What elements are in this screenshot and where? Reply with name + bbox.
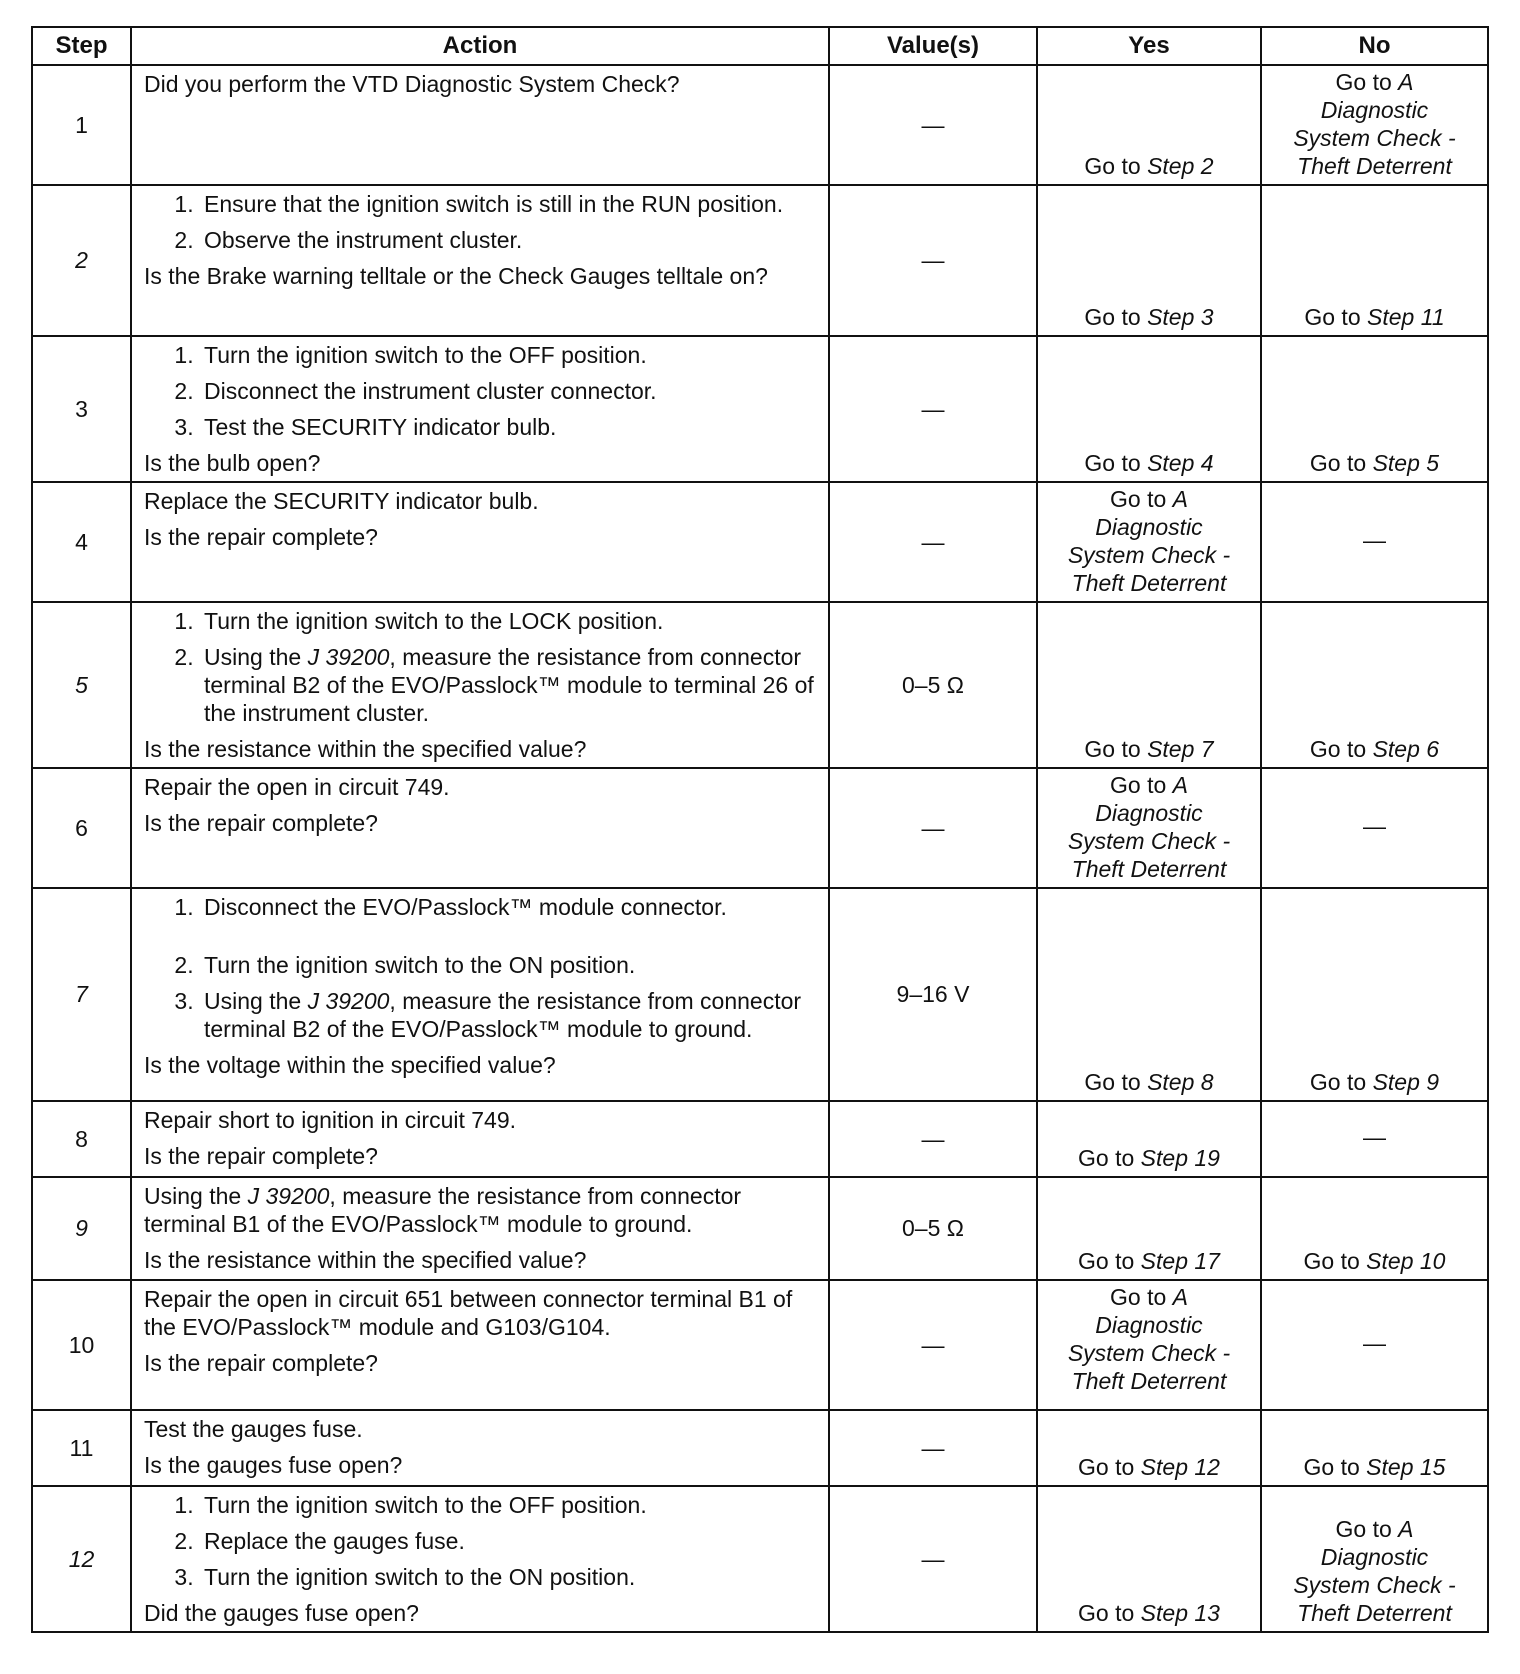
header-action: Action <box>131 27 829 65</box>
table-row <box>32 65 1488 185</box>
table-row <box>32 1177 1488 1280</box>
action-cell <box>131 336 829 482</box>
action-cell <box>131 1486 829 1632</box>
step-number: 12 <box>32 1486 131 1632</box>
action-item: 1. Ensure that the ignition switch is still in the RUN position. <box>200 190 818 218</box>
action-cell <box>131 768 829 888</box>
action-line: Repair the open in circuit 651 between connector terminal B1 of the EVO/Passlock™ module and G103/G104. <box>144 1286 793 1340</box>
step-number: 8 <box>32 1101 131 1177</box>
yes-cell: Go to Step 12 <box>1037 1410 1261 1486</box>
action-cell <box>131 1280 829 1410</box>
step-number: 3 <box>32 336 131 482</box>
yes-cell: Go to Step 19 <box>1037 1101 1261 1177</box>
action-cell <box>131 1101 829 1177</box>
no-cell: Go to A Diagnostic System Check - Theft Deterrent <box>1261 65 1488 185</box>
table-row <box>32 482 1488 602</box>
step-number: 2 <box>32 185 131 336</box>
action-item: 3. Using the J 39200, measure the resistance from connector terminal B2 of the EVO/Passlock™ module to ground. <box>200 987 818 1043</box>
header-values: Value(s) <box>829 27 1037 65</box>
value-cell: 0–5 Ω <box>829 1177 1037 1280</box>
no-cell: Go to Step 6 <box>1261 602 1488 768</box>
value-cell: — <box>829 185 1037 336</box>
action-line: Repair short to ignition in circuit 749. <box>144 1107 517 1133</box>
yes-cell: Go to Step 13 <box>1037 1486 1261 1632</box>
yes-cell: Go to Step 17 <box>1037 1177 1261 1280</box>
step-number: 1 <box>32 65 131 185</box>
action-line: Repair the open in circuit 749. <box>144 774 450 800</box>
action-item: 1. Disconnect the EVO/Passlock™ module connector. <box>200 893 818 921</box>
yes-cell: Go to Step 7 <box>1037 602 1261 768</box>
action-item: 1. Turn the ignition switch to the OFF position. <box>200 1491 818 1519</box>
yes-cell: Go to A Diagnostic System Check - Theft Deterrent <box>1037 482 1261 602</box>
action-cell <box>131 1177 829 1280</box>
action-item: 3. Test the SECURITY indicator bulb. <box>200 413 818 441</box>
action-item: 2. Disconnect the instrument cluster connector. <box>200 377 818 405</box>
yes-cell: Go to Step 4 <box>1037 336 1261 482</box>
yes-cell: Go to Step 2 <box>1037 65 1261 185</box>
action-item: 2. Using the J 39200, measure the resistance from connector terminal B2 of the EVO/Passlock™ module to terminal 26 of the instrument cluster. <box>200 643 818 727</box>
table-row <box>32 1410 1488 1486</box>
no-cell: — <box>1261 1280 1488 1410</box>
diagnostic-table <box>31 26 1489 1633</box>
step-number: 6 <box>32 768 131 888</box>
action-question: Is the bulb open? <box>144 450 321 476</box>
no-cell: — <box>1261 482 1488 602</box>
value-cell: — <box>829 336 1037 482</box>
action-item: 1. Turn the ignition switch to the LOCK position. <box>200 607 818 635</box>
action-item: 2. Turn the ignition switch to the ON position. <box>200 951 818 979</box>
no-cell: Go to Step 15 <box>1261 1410 1488 1486</box>
table-row <box>32 1280 1488 1410</box>
value-cell: — <box>829 1280 1037 1410</box>
action-question: Is the repair complete? <box>144 524 378 550</box>
value-cell: — <box>829 768 1037 888</box>
table-row <box>32 602 1488 768</box>
table-row <box>32 336 1488 482</box>
action-question: Is the repair complete? <box>144 1143 378 1169</box>
step-number: 4 <box>32 482 131 602</box>
tool-ref: J 39200 <box>307 644 390 670</box>
no-cell: Go to Step 11 <box>1261 185 1488 336</box>
no-cell: — <box>1261 768 1488 888</box>
action-question: Is the resistance within the specified value? <box>144 736 587 762</box>
value-cell: — <box>829 65 1037 185</box>
action-item: 2. Observe the instrument cluster. <box>200 226 818 254</box>
action-question: Did the gauges fuse open? <box>144 1600 419 1626</box>
action-item: 1. Turn the ignition switch to the OFF position. <box>200 341 818 369</box>
action-question: Is the repair complete? <box>144 810 378 836</box>
step-number: 9 <box>32 1177 131 1280</box>
action-cell <box>131 1410 829 1486</box>
table-row <box>32 888 1488 1101</box>
yes-cell: Go to Step 3 <box>1037 185 1261 336</box>
action-question: Is the Brake warning telltale or the Check Gauges telltale on? <box>144 263 768 289</box>
action-question: Is the repair complete? <box>144 1350 378 1376</box>
action-cell <box>131 482 829 602</box>
action-cell <box>131 65 829 185</box>
value-cell: — <box>829 1101 1037 1177</box>
no-cell: Go to Step 5 <box>1261 336 1488 482</box>
value-cell: 9–16 V <box>829 888 1037 1101</box>
yes-cell: Go to A Diagnostic System Check - Theft Deterrent <box>1037 768 1261 888</box>
step-number: 5 <box>32 602 131 768</box>
step-number: 11 <box>32 1410 131 1486</box>
value-cell: — <box>829 482 1037 602</box>
action-question: Did you perform the VTD Diagnostic System Check? <box>144 71 680 97</box>
no-cell: Go to Step 10 <box>1261 1177 1488 1280</box>
table-row <box>32 1101 1488 1177</box>
action-line: Using the J 39200, measure the resistance from connector terminal B1 of the EVO/Passlock™ module to ground. <box>144 1183 742 1237</box>
step-number: 10 <box>32 1280 131 1410</box>
action-question: Is the voltage within the specified value? <box>144 1052 556 1078</box>
yes-cell: Go to A Diagnostic System Check - Theft Deterrent <box>1037 1280 1261 1410</box>
no-cell: Go to A Diagnostic System Check - Theft Deterrent <box>1261 1486 1488 1632</box>
action-line: Replace the SECURITY indicator bulb. <box>144 488 539 514</box>
action-question: Is the resistance within the specified value? <box>144 1247 587 1273</box>
action-cell <box>131 602 829 768</box>
yes-cell: Go to Step 8 <box>1037 888 1261 1101</box>
tool-ref: J 39200 <box>307 988 390 1014</box>
value-cell: — <box>829 1486 1037 1632</box>
header-yes: Yes <box>1037 27 1261 65</box>
header-step: Step <box>32 27 131 65</box>
tool-ref: J 39200 <box>247 1183 330 1209</box>
action-item: 2. Replace the gauges fuse. <box>200 1527 818 1555</box>
value-cell: — <box>829 1410 1037 1486</box>
step-number: 7 <box>32 888 131 1101</box>
value-cell: 0–5 Ω <box>829 602 1037 768</box>
action-cell <box>131 888 829 1101</box>
table-row <box>32 185 1488 336</box>
action-cell <box>131 185 829 336</box>
action-line: Test the gauges fuse. <box>144 1416 363 1442</box>
header-row <box>32 27 1488 65</box>
table-row <box>32 768 1488 888</box>
no-cell: Go to Step 9 <box>1261 888 1488 1101</box>
action-item: 3. Turn the ignition switch to the ON position. <box>200 1563 818 1591</box>
action-question: Is the gauges fuse open? <box>144 1452 403 1478</box>
table-row <box>32 1486 1488 1632</box>
header-no: No <box>1261 27 1488 65</box>
no-cell: — <box>1261 1101 1488 1177</box>
